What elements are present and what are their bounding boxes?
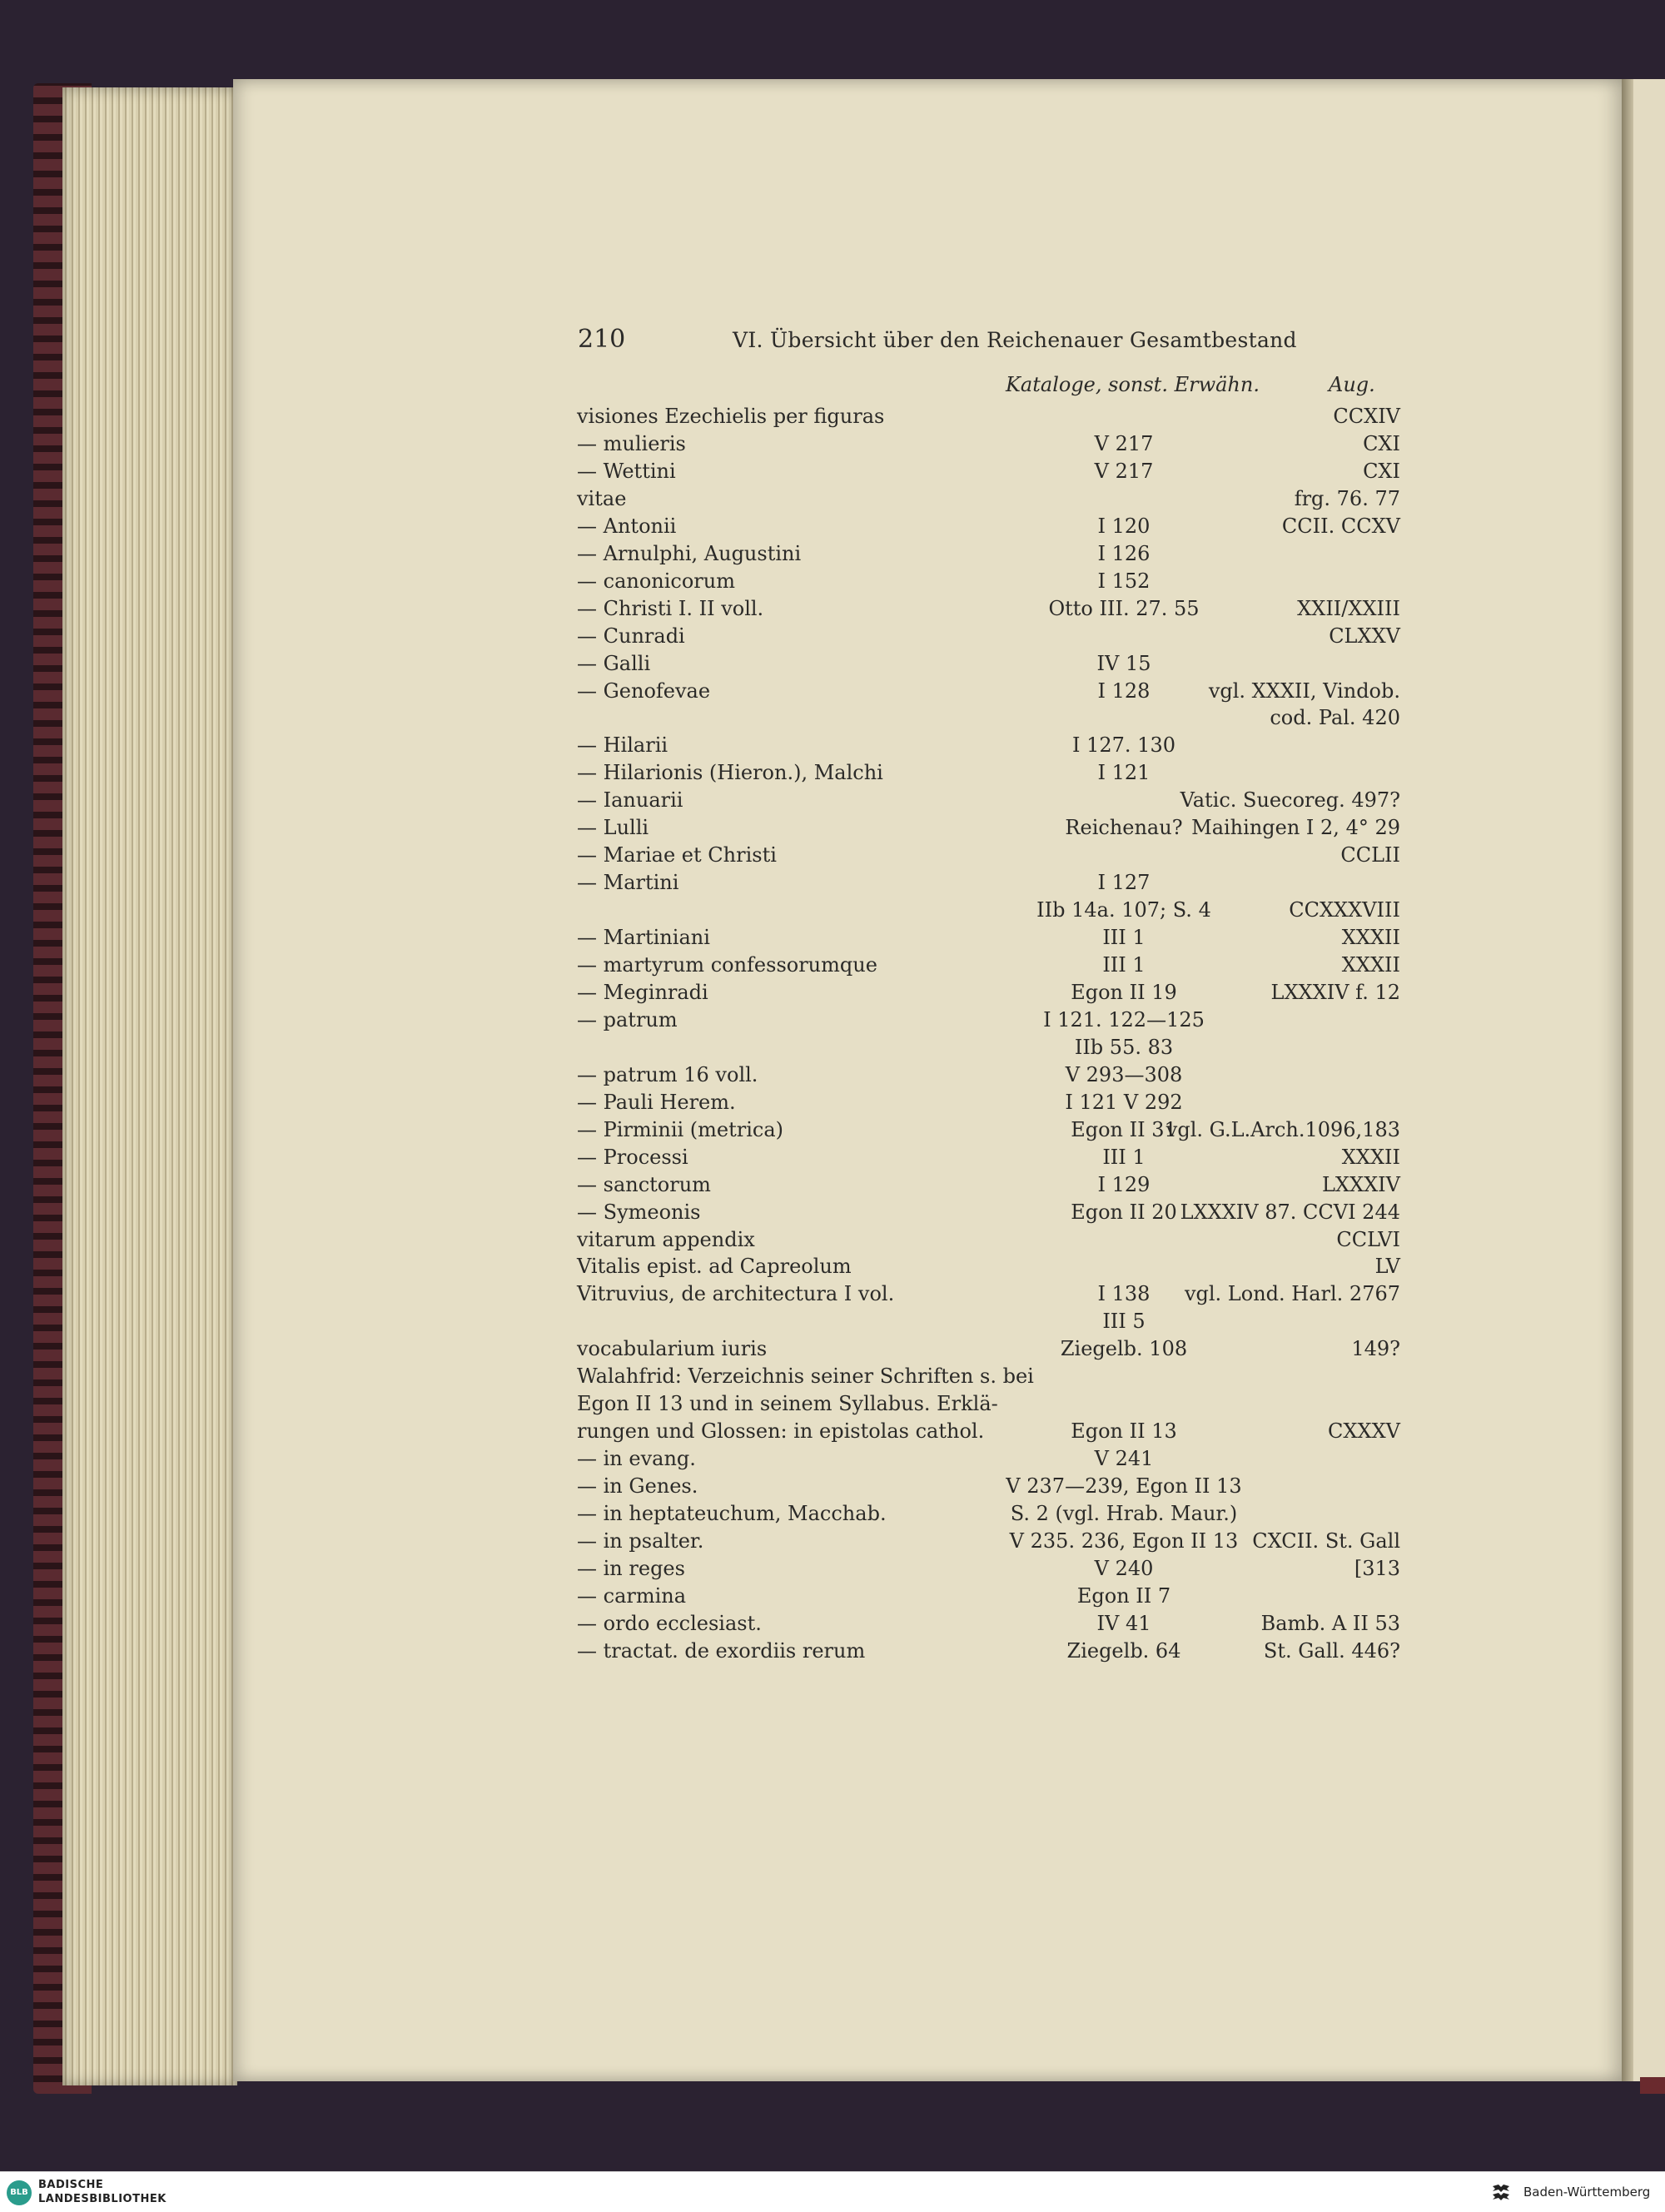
entry-lemma: — Martiniani bbox=[577, 926, 710, 950]
table-row bbox=[0, 542, 1665, 569]
entry-aug-ref: XXXII bbox=[1341, 926, 1400, 950]
entry-catalog-ref: I 126 bbox=[1097, 541, 1151, 565]
entry-aug-ref: 149? bbox=[1351, 1337, 1400, 1361]
table-row bbox=[0, 1584, 1665, 1611]
table-row bbox=[0, 652, 1665, 679]
state-label: Baden-Württemberg bbox=[1523, 2185, 1651, 2200]
entry-aug-ref: CXCII. St. Gall bbox=[1252, 1529, 1400, 1553]
entry-aug-ref: CXXXV bbox=[1328, 1419, 1400, 1444]
entry-catalog-ref: I 152 bbox=[1097, 569, 1151, 593]
entry-aug-ref: St. Gall. 446? bbox=[1263, 1638, 1400, 1663]
table-row bbox=[0, 1612, 1665, 1638]
entry-lemma: — Wettini bbox=[577, 459, 676, 483]
entry-aug-ref: CXI bbox=[1363, 459, 1400, 483]
table-row bbox=[0, 788, 1665, 815]
entry-lemma: — Hilarii bbox=[577, 733, 668, 758]
entry-lemma: — in evang. bbox=[577, 1447, 696, 1471]
table-row bbox=[0, 1310, 1665, 1336]
entry-catalog-ref: I 121 bbox=[1097, 761, 1151, 785]
table-row bbox=[0, 1063, 1665, 1090]
table-row bbox=[0, 926, 1665, 952]
entry-lemma: — canonicorum bbox=[577, 569, 735, 593]
entry-lemma: visiones Ezechielis per figuras bbox=[577, 405, 885, 428]
entry-aug-ref: cod. Pal. 420 bbox=[1270, 706, 1400, 730]
column-header-kataloge: Kataloge, sonst. Erwähn. bbox=[1006, 373, 1260, 396]
entry-aug-ref: XXXII bbox=[1341, 1145, 1400, 1169]
entry-lemma: — Processi bbox=[577, 1145, 688, 1169]
entry-lemma: — Cunradi bbox=[577, 624, 685, 648]
entry-lemma: — in heptateuchum, Macchab. bbox=[577, 1502, 887, 1525]
entry-aug-ref: LV bbox=[1374, 1255, 1400, 1279]
entry-catalog-ref: Ziegelb. 64 bbox=[1066, 1638, 1181, 1663]
entry-lemma: — in reges bbox=[577, 1556, 685, 1580]
page-number: 210 bbox=[578, 325, 626, 354]
entry-aug-ref: vgl. G.L.Arch.1096,183 bbox=[1166, 1117, 1400, 1141]
entry-lemma: — Symeonis bbox=[577, 1200, 701, 1224]
entry-lemma: — Christi I. II voll. bbox=[577, 596, 764, 620]
entry-lemma: — martyrum confessorumque bbox=[577, 953, 877, 977]
entry-catalog-ref: I 121 V 292 bbox=[1065, 1090, 1183, 1114]
entry-catalog-ref: V 217 bbox=[1094, 431, 1154, 455]
entry-lemma: — carmina bbox=[577, 1583, 687, 1608]
entry-lemma: rungen und Glossen: in epistolas cathol. bbox=[577, 1419, 985, 1444]
table-row bbox=[0, 1255, 1665, 1281]
table-row bbox=[0, 1474, 1665, 1501]
entry-catalog-ref: Otto III. 27. 55 bbox=[1048, 596, 1200, 620]
table-row bbox=[0, 1228, 1665, 1255]
entry-lemma: — Genofevae bbox=[577, 679, 711, 703]
table-row bbox=[0, 843, 1665, 870]
table-row bbox=[0, 1639, 1665, 1666]
table-row bbox=[0, 569, 1665, 596]
table-row bbox=[0, 514, 1665, 541]
entry-aug-ref: vgl. XXXII, Vindob. bbox=[1208, 679, 1400, 703]
blb-logo-icon[interactable]: BLB bbox=[7, 2180, 32, 2205]
viewer-footer bbox=[0, 2171, 1665, 2212]
entry-catalog-ref: III 1 bbox=[1102, 926, 1146, 950]
table-row bbox=[0, 1036, 1665, 1062]
entry-catalog-ref: I 129 bbox=[1097, 1172, 1151, 1196]
entry-aug-ref: CCLII bbox=[1340, 843, 1400, 867]
table-row bbox=[0, 1091, 1665, 1117]
table-row bbox=[0, 706, 1665, 733]
table-row bbox=[0, 1146, 1665, 1172]
entry-lemma: — patrum 16 voll. bbox=[577, 1062, 758, 1086]
entry-lemma: — Meginradi bbox=[577, 980, 708, 1004]
entry-aug-ref: vgl. Lond. Harl. 2767 bbox=[1184, 1282, 1400, 1306]
table-row bbox=[0, 898, 1665, 925]
entry-catalog-ref: V 217 bbox=[1094, 459, 1154, 483]
table-row bbox=[0, 1118, 1665, 1145]
entry-catalog-ref: V 237—239, Egon II 13 bbox=[1006, 1474, 1242, 1499]
entry-aug-ref: CXI bbox=[1363, 431, 1400, 455]
table-row bbox=[0, 1200, 1665, 1227]
entry-lemma: — Pirminii (metrica) bbox=[577, 1117, 784, 1141]
entry-aug-ref: Maihingen I 2, 4° 29 bbox=[1191, 816, 1400, 840]
library-name-line1: BADISCHE bbox=[38, 2179, 104, 2191]
entry-aug-ref: Bamb. A II 53 bbox=[1260, 1611, 1400, 1635]
entry-lemma: — Lulli bbox=[577, 816, 649, 840]
entry-lemma: — patrum bbox=[577, 1007, 678, 1031]
table-row bbox=[0, 597, 1665, 624]
table-row bbox=[0, 432, 1665, 459]
entry-catalog-ref: Egon II 31 bbox=[1071, 1117, 1177, 1141]
entry-catalog-ref: IIb 14a. 107; S. 4 bbox=[1036, 898, 1211, 922]
table-row bbox=[0, 981, 1665, 1007]
entry-lemma: — Martini bbox=[577, 871, 679, 895]
table-row bbox=[0, 1502, 1665, 1529]
table-row bbox=[0, 460, 1665, 486]
entry-lemma: — Pauli Herem. bbox=[577, 1090, 736, 1114]
table-row bbox=[0, 871, 1665, 897]
entry-catalog-ref: I 138 bbox=[1097, 1282, 1151, 1306]
entry-catalog-ref: III 1 bbox=[1102, 1145, 1146, 1169]
entry-catalog-ref: Reichenau? bbox=[1065, 816, 1183, 840]
entry-catalog-ref: V 241 bbox=[1094, 1447, 1154, 1471]
table-row bbox=[0, 761, 1665, 788]
entry-lemma: Egon II 13 und in seinem Syllabus. Erklä- bbox=[577, 1392, 998, 1416]
table-row bbox=[0, 816, 1665, 843]
entry-aug-ref: [313 bbox=[1354, 1556, 1400, 1580]
entry-lemma: — Mariae et Christi bbox=[577, 843, 777, 867]
entry-catalog-ref: I 128 bbox=[1097, 679, 1151, 703]
entry-catalog-ref: Egon II 13 bbox=[1071, 1419, 1177, 1444]
entry-catalog-ref: V 235. 236, Egon II 13 bbox=[1009, 1529, 1239, 1553]
entry-aug-ref: Vatic. Suecoreg. 497? bbox=[1180, 788, 1400, 813]
entry-lemma: — tractat. de exordiis rerum bbox=[577, 1638, 866, 1663]
entry-aug-ref: LXXXIV f. 12 bbox=[1270, 980, 1400, 1004]
entry-lemma: vitae bbox=[577, 486, 627, 510]
entry-catalog-ref: Egon II 20 bbox=[1071, 1200, 1177, 1224]
entry-catalog-ref: III 1 bbox=[1102, 953, 1146, 977]
entry-aug-ref: CCXXXVIII bbox=[1289, 898, 1400, 922]
entry-lemma: — in psalter. bbox=[577, 1529, 704, 1553]
entry-catalog-ref: I 121. 122—125 bbox=[1043, 1007, 1205, 1031]
entry-lemma: vocabularium iuris bbox=[577, 1337, 768, 1361]
table-row bbox=[0, 1008, 1665, 1035]
entry-aug-ref: CCLVI bbox=[1336, 1227, 1400, 1251]
entry-aug-ref: XXII/XXIII bbox=[1297, 596, 1400, 620]
entry-lemma: — Arnulphi, Augustini bbox=[577, 541, 802, 565]
table-row bbox=[0, 1337, 1665, 1364]
book-cover-right bbox=[1640, 2077, 1665, 2094]
entry-lemma: Vitalis epist. ad Capreolum bbox=[577, 1255, 852, 1279]
entry-catalog-ref: Egon II 7 bbox=[1076, 1583, 1171, 1608]
page-title: VI. Übersicht über den Reichenauer Gesamtbestand bbox=[733, 328, 1297, 352]
table-row bbox=[0, 953, 1665, 980]
entry-lemma: — in Genes. bbox=[577, 1474, 698, 1499]
entry-lemma: Vitruvius, de architectura I vol. bbox=[577, 1282, 895, 1306]
baden-wuerttemberg-emblem-icon bbox=[1490, 2182, 1512, 2204]
table-row bbox=[0, 487, 1665, 514]
entry-catalog-ref: IIb 55. 83 bbox=[1074, 1035, 1174, 1059]
entry-catalog-ref: III 5 bbox=[1102, 1310, 1146, 1334]
entry-lemma: — sanctorum bbox=[577, 1172, 711, 1196]
entry-aug-ref: CCII. CCXV bbox=[1281, 514, 1400, 538]
table-row bbox=[0, 624, 1665, 651]
entry-aug-ref: CCXIV bbox=[1333, 405, 1400, 428]
entry-lemma: — mulieris bbox=[577, 431, 686, 455]
entry-lemma: — Ianuarii bbox=[577, 788, 683, 813]
entry-lemma: — ordo ecclesiast. bbox=[577, 1611, 762, 1635]
entry-lemma: — Galli bbox=[577, 651, 651, 675]
entry-aug-ref: XXXII bbox=[1341, 953, 1400, 977]
table-row bbox=[0, 1529, 1665, 1556]
entry-catalog-ref: V 293—308 bbox=[1065, 1062, 1183, 1086]
table-row bbox=[0, 679, 1665, 706]
entry-aug-ref: frg. 76. 77 bbox=[1294, 486, 1400, 510]
table-row bbox=[0, 1557, 1665, 1583]
table-row bbox=[0, 1447, 1665, 1474]
entry-aug-ref: LXXXIV 87. CCVI 244 bbox=[1180, 1200, 1400, 1224]
entry-catalog-ref: Egon II 19 bbox=[1071, 980, 1177, 1004]
column-header-aug: Aug. bbox=[1329, 373, 1375, 396]
table-row bbox=[0, 1419, 1665, 1446]
entry-aug-ref: LXXXIV bbox=[1321, 1172, 1400, 1196]
entry-aug-ref: CLXXV bbox=[1329, 624, 1400, 648]
entry-catalog-ref: I 127. 130 bbox=[1072, 733, 1175, 758]
entry-lemma: vitarum appendix bbox=[577, 1227, 755, 1251]
table-row bbox=[0, 1282, 1665, 1309]
library-name-line2: LANDESBIBLIOTHEK bbox=[38, 2193, 166, 2205]
entry-catalog-ref: IV 41 bbox=[1096, 1611, 1151, 1635]
entry-catalog-ref: Ziegelb. 108 bbox=[1060, 1337, 1188, 1361]
entry-catalog-ref: V 240 bbox=[1094, 1556, 1154, 1580]
table-row bbox=[0, 1392, 1665, 1419]
entry-catalog-ref: I 127 bbox=[1097, 871, 1151, 895]
entry-lemma: — Antonii bbox=[577, 514, 677, 538]
table-row bbox=[0, 405, 1665, 431]
entry-catalog-ref: IV 15 bbox=[1096, 651, 1151, 675]
entry-lemma: — Hilarionis (Hieron.), Malchi bbox=[577, 761, 883, 785]
table-row bbox=[0, 1364, 1665, 1391]
entry-catalog-ref: S. 2 (vgl. Hrab. Maur.) bbox=[1010, 1502, 1238, 1525]
entry-catalog-ref: I 120 bbox=[1097, 514, 1151, 538]
table-row bbox=[0, 733, 1665, 760]
table-row bbox=[0, 1173, 1665, 1200]
entry-lemma: Walahfrid: Verzeichnis seiner Schriften s. bei bbox=[577, 1364, 1034, 1389]
